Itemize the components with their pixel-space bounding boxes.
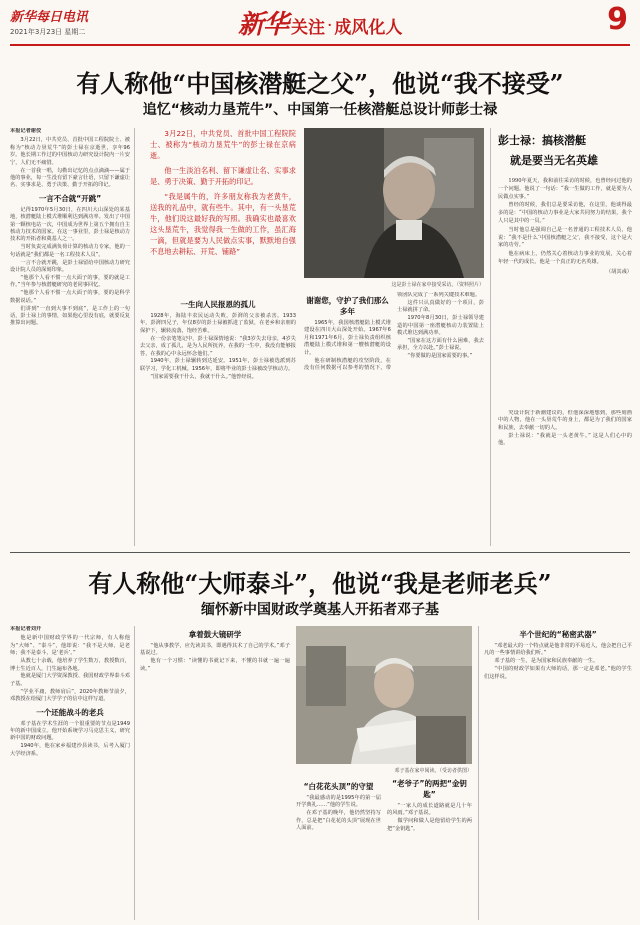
- xinhua-logo: 新华: [238, 10, 289, 40]
- story2-para: “我最感动的是1995年的第一届开学典礼……”他的学生说。: [296, 795, 381, 809]
- story1-para: “他那个人看不惯一点大面子的事，要的就是工作。”当年参与核潜艇研究的老同事回忆。: [10, 274, 130, 289]
- section-banner: [238, 4, 402, 41]
- story1-column-3: [304, 292, 484, 546]
- masthead-rule: [10, 44, 630, 46]
- story1-column-4: [498, 410, 632, 546]
- page-number: 9: [607, 2, 628, 37]
- story1-para: 1928年，海陆丰农民运动失败，彭湃的父亲被杀害。1933年，彭湃四兄子，年仅8岁的彭士禄被抓进了监狱，在老乡和亲朋的保护下，辗转流落，饱经苦难。: [140, 313, 296, 334]
- issue-date: 2021年3月23日 星期二: [10, 28, 86, 36]
- story2-lead-para: 他是新中国财政学界的一代宗师，有人称他为“大师”、“泰斗”，他却说：“我不是大师，是老师；我不是泰斗，是‘老兵’。”: [10, 635, 130, 657]
- story2-para: 邓子基在学术生涯的一个很重要的节点是1949年的新中国成立。他开始系统学习马克思主义，研究新中国的财政问题。: [10, 720, 130, 742]
- column-rule: [490, 128, 491, 546]
- story2-column-2: [140, 626, 290, 920]
- story2-lead-para: “学业平庸，教师肩后”，2020年教师节前夕，邓教授在给厦门大学学子的信中这样写道。: [10, 688, 130, 703]
- story2-para: “邓老最大的一个特点就是他非常的平易近人，他会把自己平凡的一些事情讲给我们听。”: [484, 643, 632, 657]
- masthead-left: [10, 6, 88, 37]
- story2-headline: 有人称他“大师泰斗”，他说“我是老师老兵”: [88, 569, 552, 598]
- story2-lead-para: 他就是厦门大学资深教授、我国财政学界泰斗邓子基。: [10, 673, 130, 687]
- story2-section-title: “白花花头顶”的守望: [303, 782, 374, 791]
- story1-para: 记得1970年5月30日，在四川大山深处的某基地，核潜艇陆上模式堆顺利达到满功率。发出了中国第一颗核电站一次，中国成为世界上第五个拥有自主核动力技术的国家。在这一事业里，彭士禄是核动力技术的开拓者和奠基人之一。: [10, 206, 130, 243]
- separator-dot: ·: [327, 15, 333, 36]
- pull-quote-para: 他一生淡泊名利、留下谦虚让名、实事求是、勇于决策、勤于开拓的印记。: [150, 166, 296, 186]
- story1-para: 彭士禄说：“我就是一头老黄牛。” 这是人们心中的他。: [498, 432, 632, 447]
- story1-lead-para: 在一首我一唱，勾勒出记忆的点点滴滴——属于他的事业，每一生没有留下豪言壮语，只留下谦虚让名、实事求是、勇于决策、勤于开拓的印记。: [10, 167, 130, 189]
- story1-para: 这件只认真做好的一个项目，彭士禄就拼了命。: [397, 299, 484, 314]
- column-rule: [134, 626, 135, 920]
- story1-para: 1965年，我国核潜艇陆上模式堆建设在四川大山深处开始。1967年6月和1971年6月，彭士禄负责组织核潜艇陆上模式堆和第一艘核潜艇的设计。: [304, 320, 391, 356]
- reading-figure-image: [296, 626, 472, 764]
- story1-para: 一言不合就开跳，是彭士禄留给中国核动力研究设计院人员的深刻印象。: [10, 259, 130, 273]
- story2-subhead: 缅怀新中国财政学奠基人开拓者邓子基: [201, 602, 439, 618]
- story2-section-title: 拿着鼓大镜研学: [188, 630, 242, 639]
- story1-lead-para: 3月22日，中共党员、首批中国工程院院士、被称为“核动力垦荒牛”的彭士禄在京逝世，享年96岁。他长期工作过的中国核动力研究设计院内一片安宁，人们无不痛惜。: [10, 137, 130, 166]
- sidebar-para: 当时他总是强调自己是一名普通的工程技术人员，他说：“我不是什么‘中国核潜艇之父’，我不接受，这个是大家的功劳。”: [498, 226, 632, 249]
- story1-subhead: 追忆“核动力垦荒牛”、中国第一任核潜艇总设计师彭士禄: [142, 102, 498, 118]
- story1-para: “国家需要我干什么，我就干什么。”他曾经说。: [150, 373, 257, 380]
- story1-para: 们讲到“一直到大事不到底”，是工作上的一句话，彭士禄上的事情，如果他心里没有底，就要反复推算出问题。: [10, 305, 130, 327]
- story1-para: “你要做的是国家需要的事。”: [407, 353, 473, 360]
- story2-para: 在邓子基的晚年，他仍然坚持写作，总是把“白花花的头顶”展现在世人面前。: [296, 810, 381, 832]
- story1-column-2: [140, 296, 296, 546]
- masthead: [0, 0, 640, 50]
- story2-para: “中国的财政学如果有大师的话，那一定是邓老。”他的学生们这样说。: [484, 666, 632, 680]
- pull-quote-para: 3月22日，中共党员、首批中国工程院院士、被称为“核动力垦荒牛”的彭士禄在京病逝。: [150, 129, 296, 160]
- story1-section-title: 一言不合就“开跳”: [38, 193, 102, 203]
- story1-column-1: [10, 128, 130, 546]
- story2-para: 邓子基的一生，是为国家和民族奉献的一生。: [494, 658, 599, 665]
- story2-para: “他从事教学，应先读其书，即遇得其术了自己的学术。”邓子基说过。: [140, 643, 290, 657]
- story1-para: 在一份亲笔笔记中，彭士禄深情地说：“我3岁失去母亲，4岁失去父亲，成了孤儿，是为人民所抚养，在我的一生中，我没有能够报答，在我的心中永远怀念他们。”: [140, 335, 296, 357]
- section-title: 成风化人: [334, 18, 403, 38]
- story2-byline: 本报记者刘开: [10, 626, 42, 632]
- story2-column-3: [296, 778, 472, 920]
- story2-photo-caption: 邓子基在家中阅读。（受访者供图）: [394, 768, 472, 774]
- sidebar-para: 1990年夏天，我和前往采访的时候，也曾经问过他的一个问题。他说了一句话：“我一生做的工作，就是要为人民做点实事。”: [498, 178, 632, 200]
- story1-pull-quote: [150, 128, 296, 293]
- story2-para: 1940年，他在家乡福建沙县读书，后考入厦门大学经济系。: [10, 743, 130, 757]
- story1-para: “国家在这方面有什么困难，我去承担，全力以赴。”彭士禄说。: [397, 337, 484, 352]
- sidebar-title-line2: 就是要当无名英雄: [510, 154, 598, 167]
- sidebar-para: 曾经的时候，我们总是要采访他，在这里，他谈得最多的是：“中国的核动力事业是大家共同努力的结果，我个人只是其中的一员。”: [498, 202, 632, 224]
- story-divider: [10, 552, 630, 553]
- story2-reading-photo: [296, 626, 472, 764]
- story1-portrait-photo: [304, 128, 484, 278]
- story1-para: 1940年，彭士禄辗转到达延安。1951年，彭士禄被选派到苏联学习，学化工机械。1956年，即将毕业的彭士禄被改学核动力。: [140, 358, 296, 372]
- column-rule: [134, 128, 135, 546]
- story2-para: 他有一个习惯：“读懂的书就记下来，不懂的书就一遍一遍读。”: [140, 658, 290, 672]
- story1-headline: 有人称他“中国核潜艇之父”，他说“我不接受”: [76, 69, 564, 98]
- story2-column-1: [10, 626, 130, 920]
- story1-para: 他在研制核潜艇的攻坚阶段，在没有任何数据可以参考的情况下，带领团队完成了一系列关键技术难题。: [304, 292, 481, 371]
- story1-byline: 本报记者谢佼: [10, 128, 42, 134]
- story1-para: “他那个人看不惯一点大面子的事，要的是科学数据说话。”: [10, 290, 130, 304]
- story1-section-title: 一生向人民报恩的孤儿: [180, 300, 256, 309]
- story1-para: 究设计院于新潮建议的，但他深深地想到，那些刻画中的人物，他在一头垦荒牛的身上，都是为了我们的国家和民族，去奉献一切的人。: [498, 410, 632, 431]
- sidebar-para: 他在病床上，仍然关心着核动力事业的发展，关心着年轻一代的成长。他是一个真正的无名英雄。: [498, 251, 632, 265]
- story2-para: 做学问和做人是他留给学生的两把“金钥匙”。: [387, 818, 472, 832]
- newspaper-brand: 新华每日电讯: [10, 10, 89, 25]
- story2-section-title: 一个还能战斗的老兵: [36, 707, 104, 717]
- story2-section-title: “老爷子”的两把“金钥匙”: [392, 779, 467, 799]
- story1-section-title: 谢谢您，守护了我们那么多年: [306, 296, 389, 316]
- sidebar-title-line1: 彭士禄：搞核潜艇: [498, 134, 586, 147]
- story1-para: 1970年8月30日，彭士禄领导建造的中国第一座潜艇核动力装置陆上模式堆达到满功率。: [397, 315, 484, 337]
- story2-lead-para: 从教七十余载，他培养了学生数万，教授数百，博士生近百人，门生遍布各地。: [10, 658, 130, 672]
- portrait-figure-image: [304, 128, 484, 278]
- sidebar-signature: （胡其彧）: [606, 268, 632, 275]
- sidebar-body: [498, 178, 632, 400]
- story2-section-title: 半个世纪的“秘密武器”: [519, 630, 597, 639]
- story1-photo-caption: 这是彭士禄在家中接受采访。（资料照片）: [391, 282, 484, 288]
- column-rule: [478, 626, 479, 920]
- pull-quote-para: “我是属牛的，许多朋友称我为老黄牛，送我的礼品中，就有些牛。其中，有一头垦荒牛，他们说这最好我的写照。我确实也最喜欢这头垦荒牛，我觉得我一生做的工作，虽汇海一滴，但就是要为人民做点实事，默默地自强不息地去耕耘、开荒、铺路”: [150, 192, 296, 256]
- story1-para: 当时负责完成满负荷计算的核动力专家，他的一句话就是“我们都是一名工程技术人员”。: [10, 244, 130, 258]
- story2-column-4: [484, 626, 632, 920]
- focus-label: 关注: [291, 18, 326, 38]
- story2-para: “一家人的成长道路就是几十年的风雨。”邓子基说。: [387, 803, 472, 817]
